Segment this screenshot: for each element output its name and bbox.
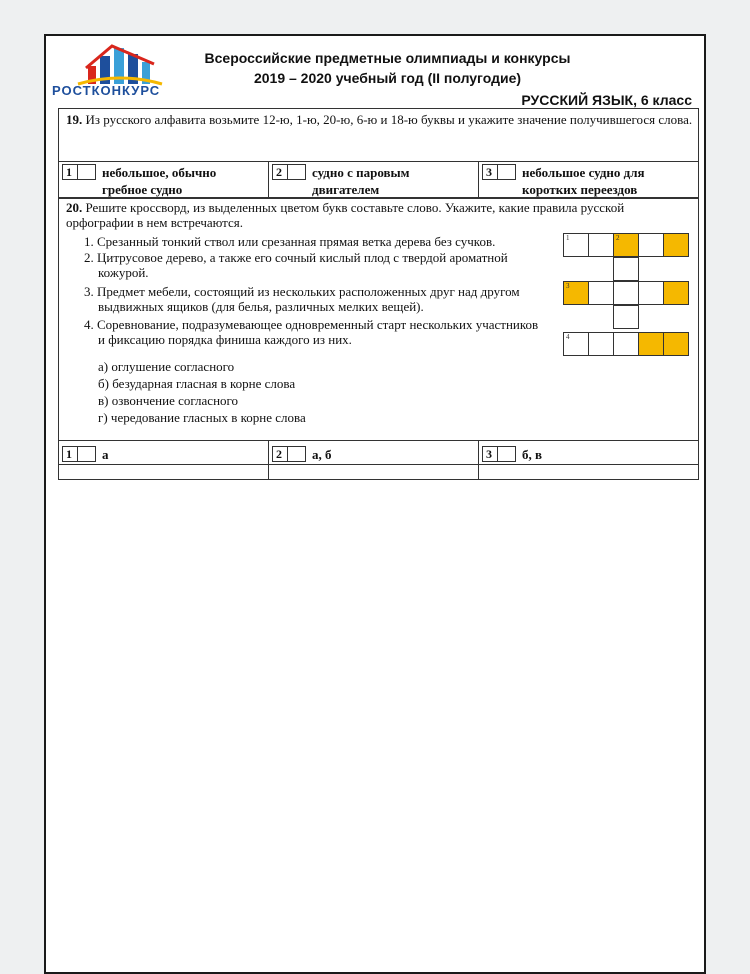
question-19-body: Из русского алфавита возьмите 12-ю, 1-ю, 20-ю, 6-ю и 18-ю буквы и укажите значение получившегося слова. (85, 112, 693, 127)
question-19-text (66, 112, 694, 127)
q20-answer-checkbox-2[interactable] (272, 446, 306, 462)
crossword-cell[interactable] (613, 257, 639, 281)
crossword-cell[interactable] (638, 233, 664, 257)
crossword-cell[interactable] (613, 281, 639, 305)
answer-number: 3 (486, 165, 492, 179)
crossword-cell[interactable] (613, 332, 639, 356)
crossword-cell-highlighted[interactable] (563, 281, 589, 305)
option-v: в) озвончение согласного (98, 393, 239, 408)
q19-answer-3: небольшое судно для коротких переездов (522, 165, 645, 197)
divider (478, 440, 479, 480)
crossword-cell[interactable] (588, 332, 614, 356)
crossword-cell-highlighted[interactable] (613, 233, 639, 257)
q19-answer-2: судно с паровым двигателем (312, 165, 410, 197)
crossword-cell-highlighted[interactable] (663, 332, 689, 356)
divider (268, 440, 269, 480)
crossword-cell[interactable] (588, 233, 614, 257)
question-20-text (66, 200, 694, 230)
option-a: а) оглушение согласного (98, 359, 235, 374)
divider (478, 161, 479, 198)
crossword-cell[interactable] (563, 233, 589, 257)
crossword-cell[interactable] (588, 281, 614, 305)
header-title-line1: Всероссийские предметные олимпиады и конкурсы (204, 50, 571, 66)
logo-text: РОСТКОНКУРС (52, 83, 161, 98)
crossword-clue-2: 2. Цитрусовое дерево, а также его сочный кислый плод с твердой ароматной кожурой. (84, 250, 508, 280)
q19-answer-checkbox-1[interactable] (62, 164, 96, 180)
divider (58, 440, 699, 441)
question-19-number: 19. (66, 112, 83, 127)
q19-answer-checkbox-3[interactable] (482, 164, 516, 180)
question-20-body: Решите кроссворд, из выделенных цветом букв составьте слово. Укажите, какие правила русской орфографии в нем встречаются. (66, 200, 625, 230)
option-b: б) безударная гласная в корне слова (98, 376, 296, 391)
q20-answer-3: б, в (522, 447, 543, 462)
crossword-cell-highlighted[interactable] (638, 332, 664, 356)
clue-number: 2 (616, 234, 620, 242)
crossword-clue-1: 1. Срезанный тонкий ствол или срезанная прямая ветка дерева без сучков. (84, 234, 496, 249)
clue-number: 4 (566, 333, 570, 341)
subject-label: РУССКИЙ ЯЗЫК, 6 класс (521, 92, 692, 108)
answer-number: 1 (66, 447, 72, 461)
question-20-number: 20. (66, 200, 83, 215)
answer-number: 1 (66, 165, 72, 179)
divider (58, 464, 699, 465)
q20-answer-checkbox-1[interactable] (62, 446, 96, 462)
crossword-cell[interactable] (613, 305, 639, 329)
header-title-line2: 2019 – 2020 учебный год (II полугодие) (253, 70, 522, 86)
crossword-clue-3: 3. Предмет мебели, состоящий из нескольких расположенных друг над другом выдвижных ящиков (для белья, различных мелких вещей). (84, 284, 520, 314)
header-title (190, 48, 585, 88)
clue-number: 1 (566, 234, 570, 242)
crossword-cell[interactable] (638, 281, 664, 305)
q19-answer-checkbox-2[interactable] (272, 164, 306, 180)
answer-number: 2 (276, 447, 282, 461)
q20-answer-checkbox-3[interactable] (482, 446, 516, 462)
divider (58, 161, 699, 162)
q20-answer-1: а (102, 447, 109, 462)
answer-number: 3 (486, 447, 492, 461)
q19-answer-1: небольшое, обычно гребное судно (102, 165, 217, 197)
answer-number: 2 (276, 165, 282, 179)
crossword-cell-highlighted[interactable] (663, 233, 689, 257)
option-g: г) чередование гласных в корне слова (98, 410, 306, 425)
divider (268, 161, 269, 198)
q20-answer-2: а, б (312, 447, 332, 462)
crossword-clue-4: 4. Соревнование, подразумевающее одновременный старт нескольких участников и фиксацию порядка финиша каждого из них. (84, 317, 539, 347)
clue-number: 3 (566, 282, 570, 290)
crossword-cell[interactable] (563, 332, 589, 356)
crossword-cell-highlighted[interactable] (663, 281, 689, 305)
